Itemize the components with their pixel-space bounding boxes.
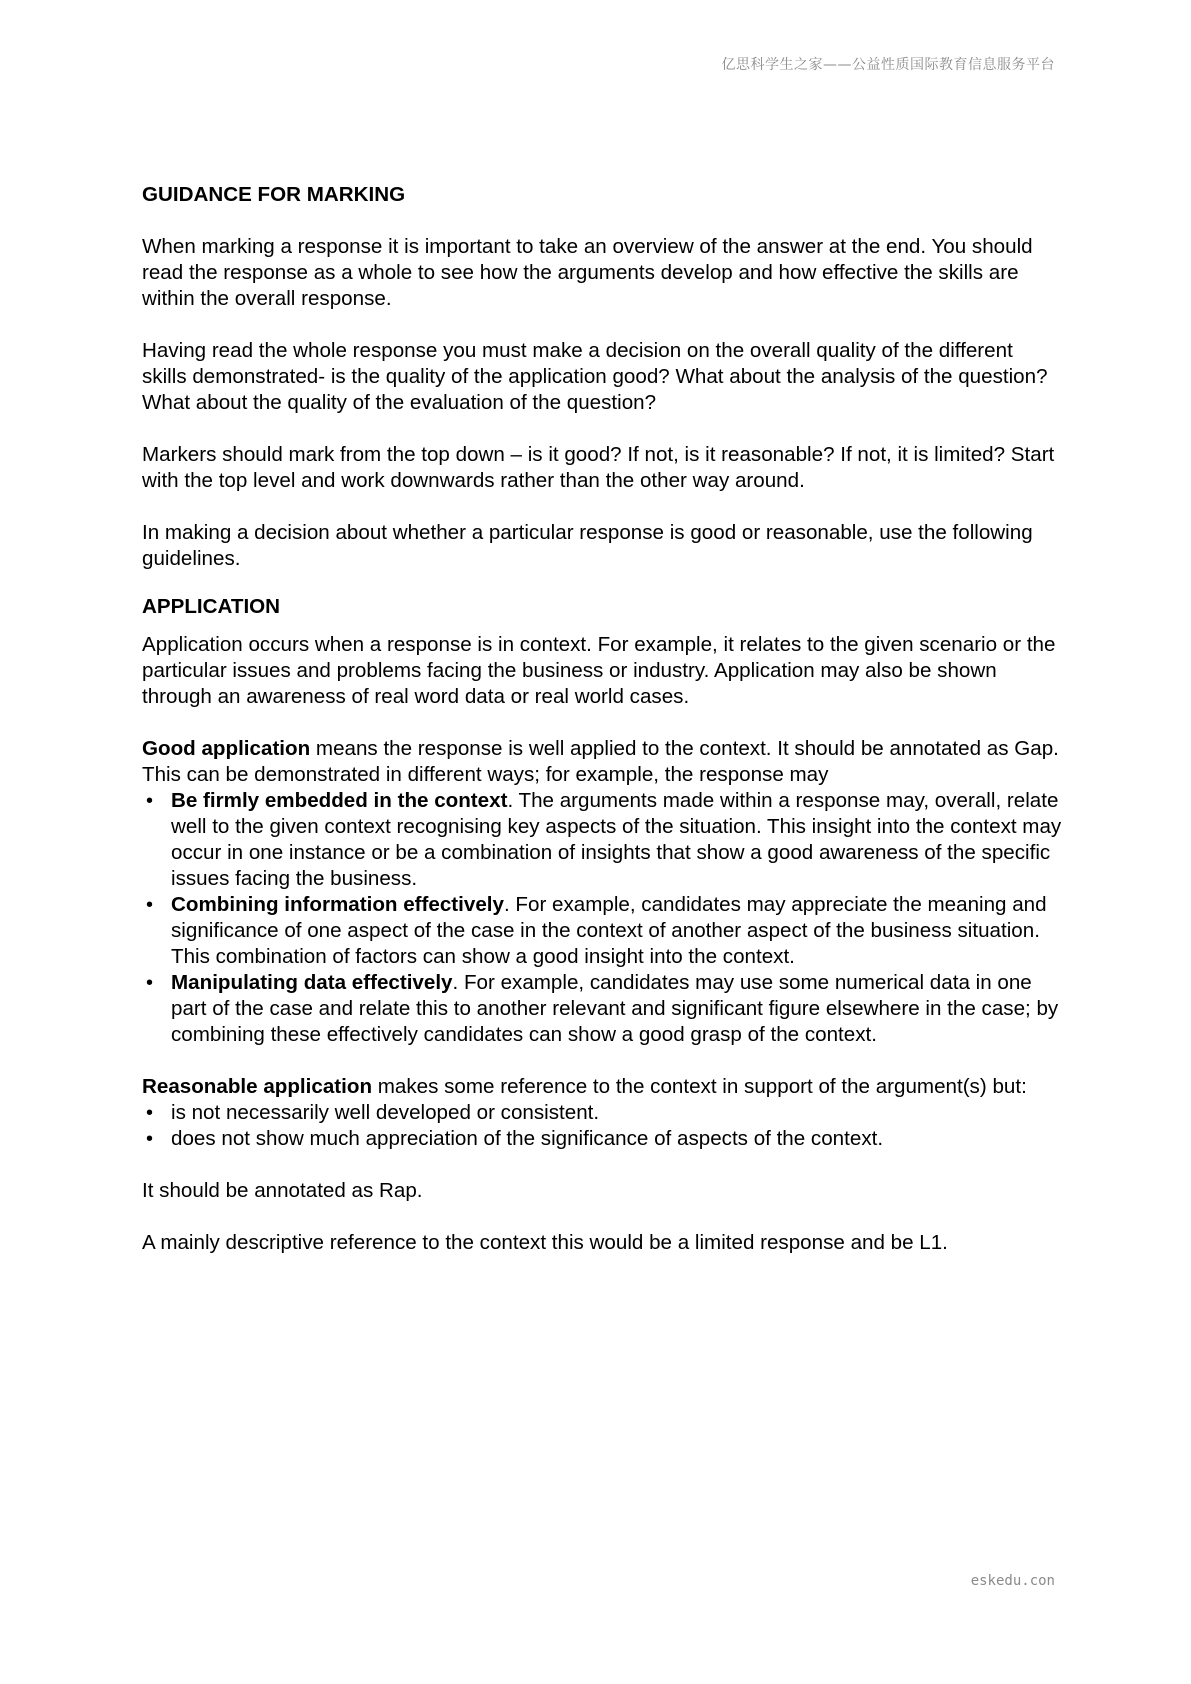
good-application-list: [142, 788, 1062, 1048]
bullet-icon: •: [146, 894, 154, 916]
document-body: [142, 182, 1062, 1256]
bullet-icon: •: [146, 1102, 154, 1124]
closing-note: A mainly descriptive reference to the context this would be a limited response and be L1.: [142, 1231, 948, 1254]
list-item-text: . For example, candidates may use some numerical data in one part of the case and relate this to another relevant and significant figure elsewhere in the case; by combining these effectively candidates can show a good grasp of the context.: [171, 971, 1059, 1046]
intro-paragraph-4: In making a decision about whether a particular response is good or reasonable, use the following guidelines.: [142, 521, 1033, 570]
list-item-bold: Manipulating data effectively: [171, 971, 453, 994]
list-item-bold: Be firmly embedded in the context: [171, 789, 508, 812]
list-item: [142, 892, 1062, 970]
bullet-icon: •: [146, 972, 154, 994]
application-paragraph: Application occurs when a response is in context. For example, it relates to the given scenario or the particular issues and problems facing the business or industry. Application may also be shown through an awareness of real word data or real world cases.: [142, 633, 1056, 708]
footer-watermark: eskedu.con: [970, 1573, 1055, 1589]
list-item: [142, 970, 1062, 1048]
intro-paragraph-1: When marking a response it is important to take an overview of the answer at the end. You should read the response as a whole to see how the arguments develop and how effective the skills are within the overall response.: [142, 235, 1033, 310]
list-item-bold: Combining information effectively: [171, 893, 504, 916]
page-title: GUIDANCE FOR MARKING: [142, 183, 406, 206]
bullet-icon: •: [146, 1128, 154, 1150]
intro-paragraph-3: Markers should mark from the top down – is it good? If not, is it reasonable? If not, it is limited? Start with the top level and work downwards rather than the other way around.: [142, 443, 1055, 492]
list-item-text: . For example, candidates may appreciate the meaning and significance of one aspect of the case in the context of another aspect of the business situation. This combination of factors can show a good insight into the context.: [171, 893, 1047, 968]
intro-paragraph-2: Having read the whole response you must make a decision on the overall quality of the different skills demonstrated- is the quality of the application good? What about the analysis of the question? What about the quality of the evaluation of the question?: [142, 339, 1048, 414]
list-item-text: does not show much appreciation of the significance of aspects of the context.: [171, 1127, 884, 1150]
list-item: [142, 1100, 1062, 1126]
good-application-paragraph: [142, 736, 1062, 788]
good-application-lead: Good application: [142, 737, 311, 760]
list-item-text: is not necessarily well developed or consistent.: [171, 1101, 600, 1124]
reasonable-application-paragraph: [142, 1074, 1062, 1100]
list-item-text: . The arguments made within a response may, overall, relate well to the given context recognising key aspects of the situation. This insight into the context may occur in one instance or be a combination of insights that show a good awareness of the specific issues facing the business.: [171, 789, 1062, 890]
header-watermark: 亿思科学生之家——公益性质国际教育信息服务平台: [721, 57, 1055, 73]
reasonable-application-lead: Reasonable application: [142, 1075, 373, 1098]
bullet-icon: •: [146, 790, 154, 812]
reasonable-application-list: [142, 1100, 1062, 1152]
annotation-note: It should be annotated as Rap.: [142, 1179, 423, 1202]
list-item: [142, 788, 1062, 892]
good-application-text: means the response is well applied to the context. It should be annotated as Gap. This can be demonstrated in different ways; for example, the response may: [142, 737, 1059, 786]
reasonable-application-text: makes some reference to the context in support of the argument(s) but:: [372, 1075, 1027, 1098]
application-heading: APPLICATION: [142, 595, 281, 618]
list-item: [142, 1126, 1062, 1152]
